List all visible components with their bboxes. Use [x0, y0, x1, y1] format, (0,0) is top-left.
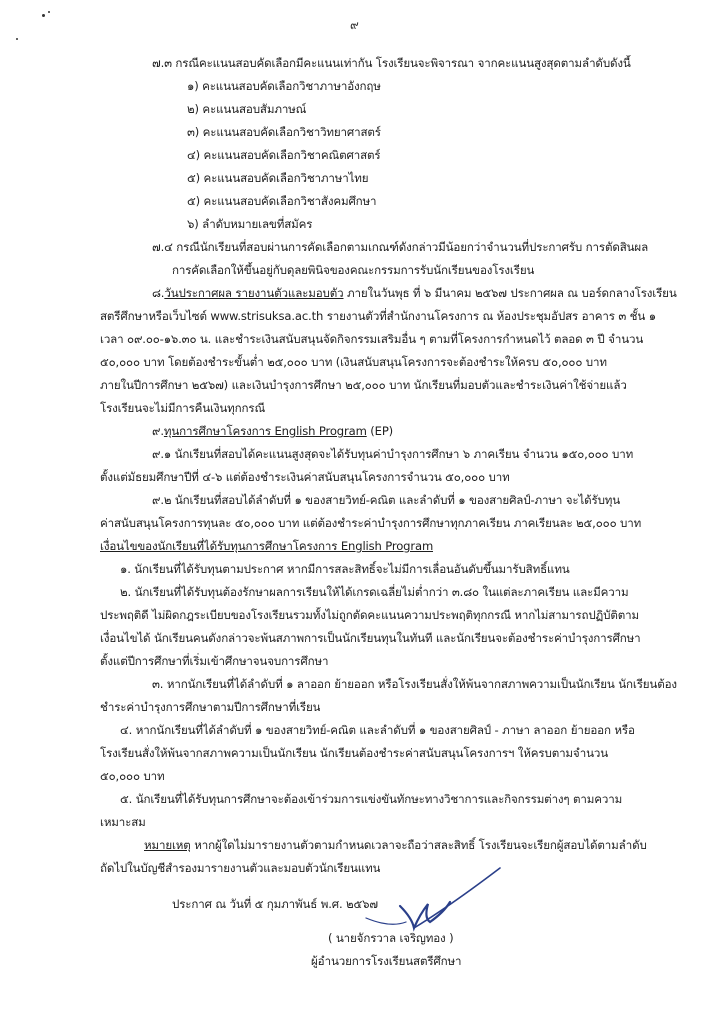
condition-2-line: ตั้งแต่ปีการศึกษาที่เริ่มเข้าศึกษาจนจบการศึกษา	[100, 654, 329, 668]
condition-4-line: ๔. หากนักเรียนที่ได้ลำดับที่ ๑ ของสายวิทย์-คณิต และลำดับที่ ๑ ของสายศิลป์ - ภาษา ลาออก ย้ายออก หรือ	[120, 723, 635, 737]
list-item: ๑) คะแนนสอบคัดเลือกวิชาภาษาอังกฤษ	[187, 79, 381, 93]
list-item: ๕) คะแนนสอบคัดเลือกวิชาภาษาไทย	[187, 171, 369, 185]
section-8-heading: วันประกาศผล รายงานตัวและมอบตัว	[164, 286, 344, 300]
section-9-prefix: ๙.	[152, 424, 164, 438]
section-7-4-line: ๗.๔ กรณีนักเรียนที่สอบผ่านการคัดเลือกตามเกณฑ์ดังกล่าวมีน้อยกว่าจำนวนที่ประกาศรับ การตัดสินผล	[152, 240, 649, 254]
scan-speck	[42, 14, 45, 17]
list-item: ๓) คะแนนสอบคัดเลือกวิชาวิทยาศาสตร์	[187, 125, 381, 139]
condition-3-line: ชำระค่าบำรุงการศึกษาตามปีการศึกษาที่เรียน	[100, 700, 321, 714]
list-item: ๖) ลำดับหมายเลขที่สมัคร	[187, 217, 313, 231]
page-number: ๙	[350, 18, 359, 32]
section-9-2-line: ๙.๒ นักเรียนที่สอบได้ลำดับที่ ๑ ของสายวิทย์-คณิต และลำดับที่ ๑ ของสายศิลป์-ภาษา จะได้รับทุน	[152, 493, 621, 507]
section-9-suffix: (EP)	[366, 424, 394, 438]
condition-2-line: ๒. นักเรียนที่ได้รับทุนต้องรักษาผลการเรียนให้ได้เกรดเฉลี่ยไม่ต่ำกว่า ๓.๘๐ ในแต่ละภาคเรียน และมีความ	[120, 585, 629, 599]
remark-line	[144, 837, 647, 853]
section-8-prefix: ๘.	[152, 286, 165, 300]
condition-4-line: โรงเรียนสั่งให้พ้นจากสภาพความเป็นนักเรียน นักเรียนต้องชำระค่าสนับสนุนโครงการฯ ให้ครบตามจำนวน	[100, 746, 608, 760]
section-8-text: ภายในวันพุธ ที่ ๖ มีนาคม ๒๕๖๗ ประกาศผล ณ บอร์ดกลางโรงเรียน	[343, 286, 677, 300]
signatory-position: ผู้อำนวยการโรงเรียนสตรีศึกษา	[311, 954, 462, 968]
remark-line: ถัดไปในบัญชีสำรองมารายงานตัวและมอบตัวนักเรียนแทน	[100, 861, 381, 875]
condition-2-line: ประพฤติดี ไม่ผิดกฎระเบียบของโรงเรียนรวมทั้งไม่ถูกตัดคะแนนความประพฤติทุกกรณี หากไม่สามารถปฏิบัติตาม	[100, 608, 639, 622]
section-9-1-line: ตั้งแต่มัธยมศึกษาปีที่ ๔-๖ แต่ต้องชำระเงินค่าสนับสนุนโครงการจำนวน ๕๐,๐๐๐ บาท	[100, 470, 510, 484]
scan-speck	[48, 11, 50, 13]
section-8-line: สตรีศึกษาหรือเว็บไซต์ www.strisuksa.ac.th รายงานตัวที่สำนักงานโครงการ ณ ห้องประชุมอัปสร อาคาร ๓ ชั้น ๑	[100, 309, 656, 323]
remark-label: หมายเหตุ	[144, 838, 191, 852]
conditions-heading: เงื่อนไขของนักเรียนที่ได้รับทุนการศึกษาโครงการ English Program	[100, 539, 434, 553]
section-8-line	[152, 285, 677, 301]
list-item: ๔) คะแนนสอบคัดเลือกวิชาคณิตศาสตร์	[187, 148, 381, 162]
list-item: ๒) คะแนนสอบสัมภาษณ์	[187, 102, 307, 116]
condition-1: ๑. นักเรียนที่ได้รับทุนตามประกาศ หากมีการสละสิทธิ์จะไม่มีการเลื่อนอันดับขึ้นมารับสิทธิ์แทน	[120, 562, 570, 576]
section-9-heading	[152, 423, 393, 439]
scan-speck	[16, 38, 18, 40]
condition-5-line: เหมาะสม	[100, 815, 146, 829]
section-9-1-line: ๙.๑ นักเรียนที่สอบได้คะแนนสูงสุดจะได้รับทุนค่าบำรุงการศึกษา ๖ ภาคเรียน จำนวน ๑๕๐,๐๐๐ บาท	[152, 447, 634, 461]
section-8-line: ๕๐,๐๐๐ บาท โดยต้องชำระขั้นต่ำ ๒๕,๐๐๐ บาท (เงินสนับสนุนโครงการจะต้องชำระให้ครบ ๕๐,๐๐๐ บาท	[100, 355, 607, 369]
section-8-line: เวลา ๐๙.๐๐-๑๖.๓๐ น. และชำระเงินสนับสนุนจัดกิจกรรมเสริมอื่น ๆ ตามที่โครงการกำหนดไว้ ตลอด ๓ ปี จำนวน	[100, 332, 644, 346]
condition-3-line: ๓. หากนักเรียนที่ได้ลำดับที่ ๑ ลาออก ย้ายออก หรือโรงเรียนสั่งให้พ้นจากสภาพความเป็นนักเรียน นักเรียนต้อง	[152, 677, 677, 691]
section-7-4-line: การคัดเลือกให้ขึ้นอยู่กับดุลยพินิจของคณะกรรมการรับนักเรียนของโรงเรียน	[172, 263, 535, 277]
signatory-name: ( นายจักรวาล เจริญทอง )	[328, 931, 454, 945]
condition-2-line: เงื่อนไขได้ นักเรียนคนดังกล่าวจะพ้นสภาพการเป็นนักเรียนทุนในทันที และนักเรียนจะต้องชำระค่าบำรุงการศึกษา	[100, 631, 641, 645]
section-9-title: ทุนการศึกษาโครงการ English Program	[163, 424, 367, 438]
remark-text: หากผู้ใดไม่มารายงานตัวตามกำหนดเวลาจะถือว่าสละสิทธิ์ โรงเรียนจะเรียกผู้สอบได้ตามลำดับ	[190, 838, 647, 852]
list-item: ๕) คะแนนสอบคัดเลือกวิชาสังคมศึกษา	[187, 194, 377, 208]
section-9-2-line: ค่าสนับสนุนโครงการทุนละ ๕๐,๐๐๐ บาท แต่ต้องชำระค่าบำรุงการศึกษาทุกภาคเรียน ภาคเรียนละ ๒๕,๐๐๐ บาท	[100, 516, 642, 530]
announcement-date: ประกาศ ณ วันที่ ๕ กุมภาพันธ์ พ.ศ. ๒๕๖๗	[172, 897, 378, 911]
condition-5-line: ๕. นักเรียนที่ได้รับทุนการศึกษาจะต้องเข้าร่วมการแข่งขันทักษะทางวิชาการและกิจกรรมต่างๆ ตามความ	[120, 792, 623, 806]
section-8-line: ภายในปีการศึกษา ๒๕๖๗) และเงินบำรุงการศึกษา ๒๕,๐๐๐ บาท นักเรียนที่มอบตัวและชำระเงินค่าใช้จ่ายแล้ว	[100, 378, 627, 392]
section-7-3-heading: ๗.๓ กรณีคะแนนสอบคัดเลือกมีคะแนนเท่ากัน โรงเรียนจะพิจารณา จากคะแนนสูงสุดตามลำดับดังนี้	[152, 56, 631, 70]
section-8-line: โรงเรียนจะไม่มีการคืนเงินทุกกรณี	[100, 401, 266, 415]
condition-4-line: ๕๐,๐๐๐ บาท	[100, 769, 165, 783]
